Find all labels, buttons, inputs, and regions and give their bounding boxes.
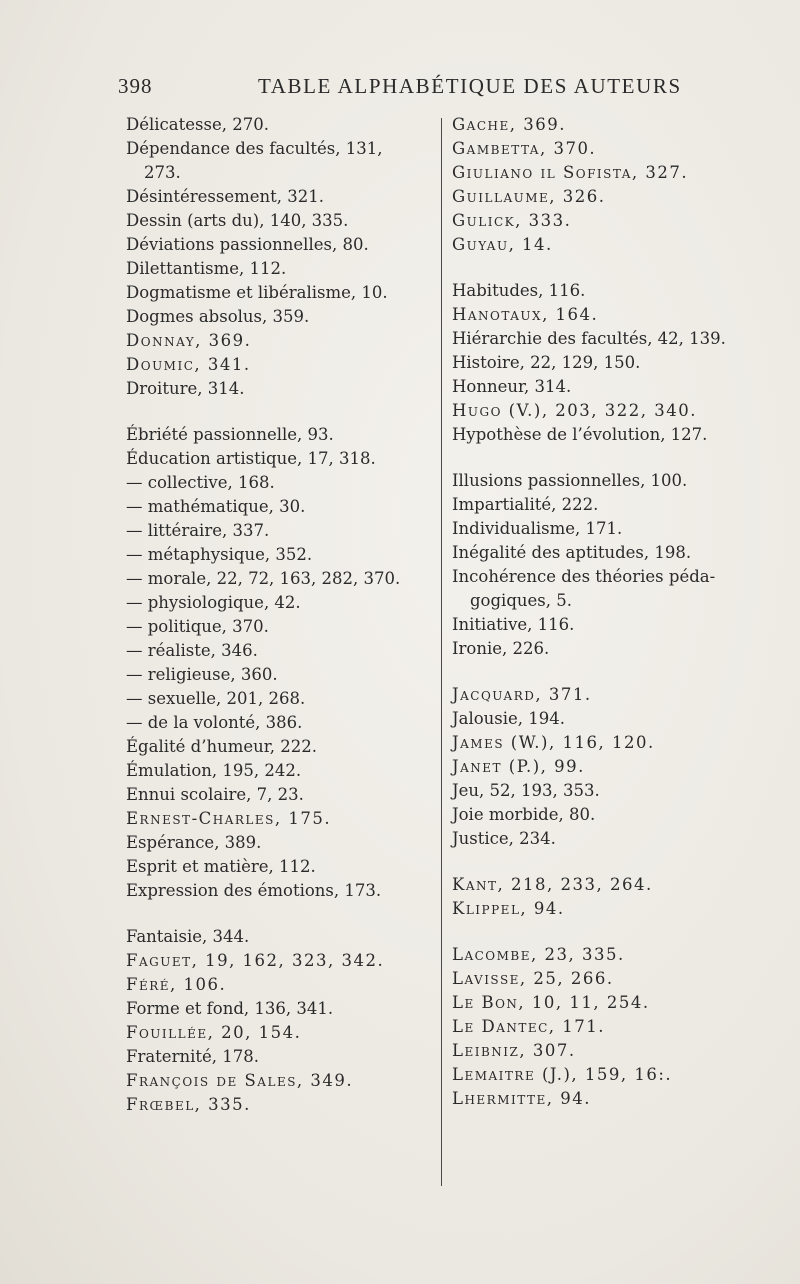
index-group	[126, 423, 466, 903]
index-entry: Espérance, 389.	[126, 833, 262, 852]
index-entry: Dogmes absolus, 359.	[126, 307, 310, 326]
index-entry: Expression des émotions, 173.	[126, 881, 382, 900]
index-entry: Droiture, 314.	[126, 379, 245, 398]
index-entry: Gache, 369.	[452, 115, 566, 134]
index-entry: Kant, 218, 233, 264.	[452, 875, 653, 894]
page-number: 398	[118, 74, 153, 98]
index-entry: Déviations passionnelles, 80.	[126, 235, 369, 254]
index-group	[452, 113, 797, 257]
index-entry: — mathématique, 30.	[126, 497, 306, 516]
index-entry: Guillaume, 326.	[452, 187, 606, 206]
index-group	[452, 873, 797, 921]
index-entry: James (W.), 116, 120.	[452, 733, 655, 752]
index-entry: Donnay, 369.	[126, 331, 252, 350]
index-entry: Hiérarchie des facultés, 42, 139.	[452, 329, 726, 348]
index-entry: Doumic, 341.	[126, 355, 251, 374]
index-entry: Désintéressement, 321.	[126, 187, 325, 206]
index-entry: Impartialité, 222.	[452, 495, 599, 514]
index-entry: Le Bon, 10, 11, 254.	[452, 993, 650, 1012]
index-group	[452, 683, 797, 851]
index-entry: Faguet, 19, 162, 323, 342.	[126, 951, 385, 970]
index-entry: François de Sales, 349.	[126, 1071, 354, 1090]
index-entry: — littéraire, 337.	[126, 521, 270, 540]
index-group	[452, 279, 797, 447]
index-entry: — physiologique, 42.	[126, 593, 301, 612]
index-entry: Gambetta, 370.	[452, 139, 597, 158]
index-entry: — religieuse, 360.	[126, 665, 278, 684]
index-entry: gogiques, 5.	[470, 591, 572, 610]
index-entry: Égalité d’humeur, 222.	[126, 737, 318, 756]
index-entry: — sexuelle, 201, 268.	[126, 689, 306, 708]
index-entry: — de la volonté, 386.	[126, 713, 303, 732]
index-entry: Jalousie, 194.	[452, 709, 566, 728]
index-entry: Dépendance des facultés, 131,	[126, 139, 383, 158]
index-entry: Ébriété passionnelle, 93.	[126, 425, 334, 444]
index-entry: Fantaisie, 344.	[126, 927, 250, 946]
index-entry: Janet (P.), 99.	[452, 757, 585, 776]
index-entry: Hugo (V.), 203, 322, 340.	[452, 401, 698, 420]
index-entry: Fraternité, 178.	[126, 1047, 259, 1066]
index-column-right	[452, 113, 797, 1133]
index-group	[126, 113, 466, 401]
index-entry: Fouillée, 20, 154.	[126, 1023, 302, 1042]
index-group	[126, 925, 466, 1117]
index-entry: — politique, 370.	[126, 617, 269, 636]
index-entry: Histoire, 22, 129, 150.	[452, 353, 641, 372]
index-entry: Dogmatisme et libéralisme, 10.	[126, 283, 388, 302]
index-entry: Délicatesse, 270.	[126, 115, 269, 134]
index-entry: Esprit et matière, 112.	[126, 857, 316, 876]
index-entry: Le Dantec, 171.	[452, 1017, 606, 1036]
index-entry: Hanotaux, 164.	[452, 305, 599, 324]
index-entry: Guyau, 14.	[452, 235, 553, 254]
index-entry: Leibniz, 307.	[452, 1041, 576, 1060]
index-entry: Éducation artistique, 17, 318.	[126, 449, 376, 468]
index-entry: Klippel, 94.	[452, 899, 565, 918]
index-entry: Illusions passionnelles, 100.	[452, 471, 688, 490]
index-entry: Lemaitre (J.), 159, 16:.	[452, 1065, 673, 1084]
index-entry: Forme et fond, 136, 341.	[126, 999, 334, 1018]
index-entry: Ernest-Charles, 175.	[126, 809, 332, 828]
index-entry: Joie morbide, 80.	[452, 805, 596, 824]
index-entry: Justice, 234.	[452, 829, 556, 848]
index-entry: Initiative, 116.	[452, 615, 575, 634]
index-entry: Dilettantisme, 112.	[126, 259, 287, 278]
index-entry: Jacquard, 371.	[452, 685, 592, 704]
index-entry: Frœbel, 335.	[126, 1095, 251, 1114]
index-entry: Lacombe, 23, 335.	[452, 945, 625, 964]
page-header	[0, 74, 800, 104]
index-entry: Individualisme, 171.	[452, 519, 623, 538]
index-entry: 273.	[144, 163, 181, 182]
index-entry: Jeu, 52, 193, 353.	[452, 781, 600, 800]
index-entry: — collective, 168.	[126, 473, 275, 492]
index-entry: Dessin (arts du), 140, 335.	[126, 211, 349, 230]
index-entry: Habitudes, 116.	[452, 281, 586, 300]
column-divider	[441, 118, 442, 1186]
index-entry: — morale, 22, 72, 163, 282, 370.	[126, 569, 401, 588]
index-entry: Ennui scolaire, 7, 23.	[126, 785, 304, 804]
index-entry: Ironie, 226.	[452, 639, 550, 658]
index-entry: Inégalité des aptitudes, 198.	[452, 543, 692, 562]
index-column-left	[126, 113, 466, 1139]
index-entry: Honneur, 314.	[452, 377, 572, 396]
index-group	[452, 943, 797, 1111]
index-entry: Giuliano il Sofista, 327.	[452, 163, 689, 182]
index-entry: — réaliste, 346.	[126, 641, 258, 660]
index-group	[452, 469, 797, 661]
index-entry: Féré, 106.	[126, 975, 227, 994]
index-entry: Incohérence des théories péda-	[452, 567, 716, 586]
index-entry: Émulation, 195, 242.	[126, 761, 302, 780]
index-entry: — métaphysique, 352.	[126, 545, 313, 564]
index-entry: Gulick, 333.	[452, 211, 572, 230]
index-entry: Lavisse, 25, 266.	[452, 969, 614, 988]
index-entry: Hypothèse de l’évolution, 127.	[452, 425, 708, 444]
running-title: TABLE ALPHABÉTIQUE DES AUTEURS	[258, 74, 682, 98]
index-entry: Lhermitte, 94.	[452, 1089, 591, 1108]
